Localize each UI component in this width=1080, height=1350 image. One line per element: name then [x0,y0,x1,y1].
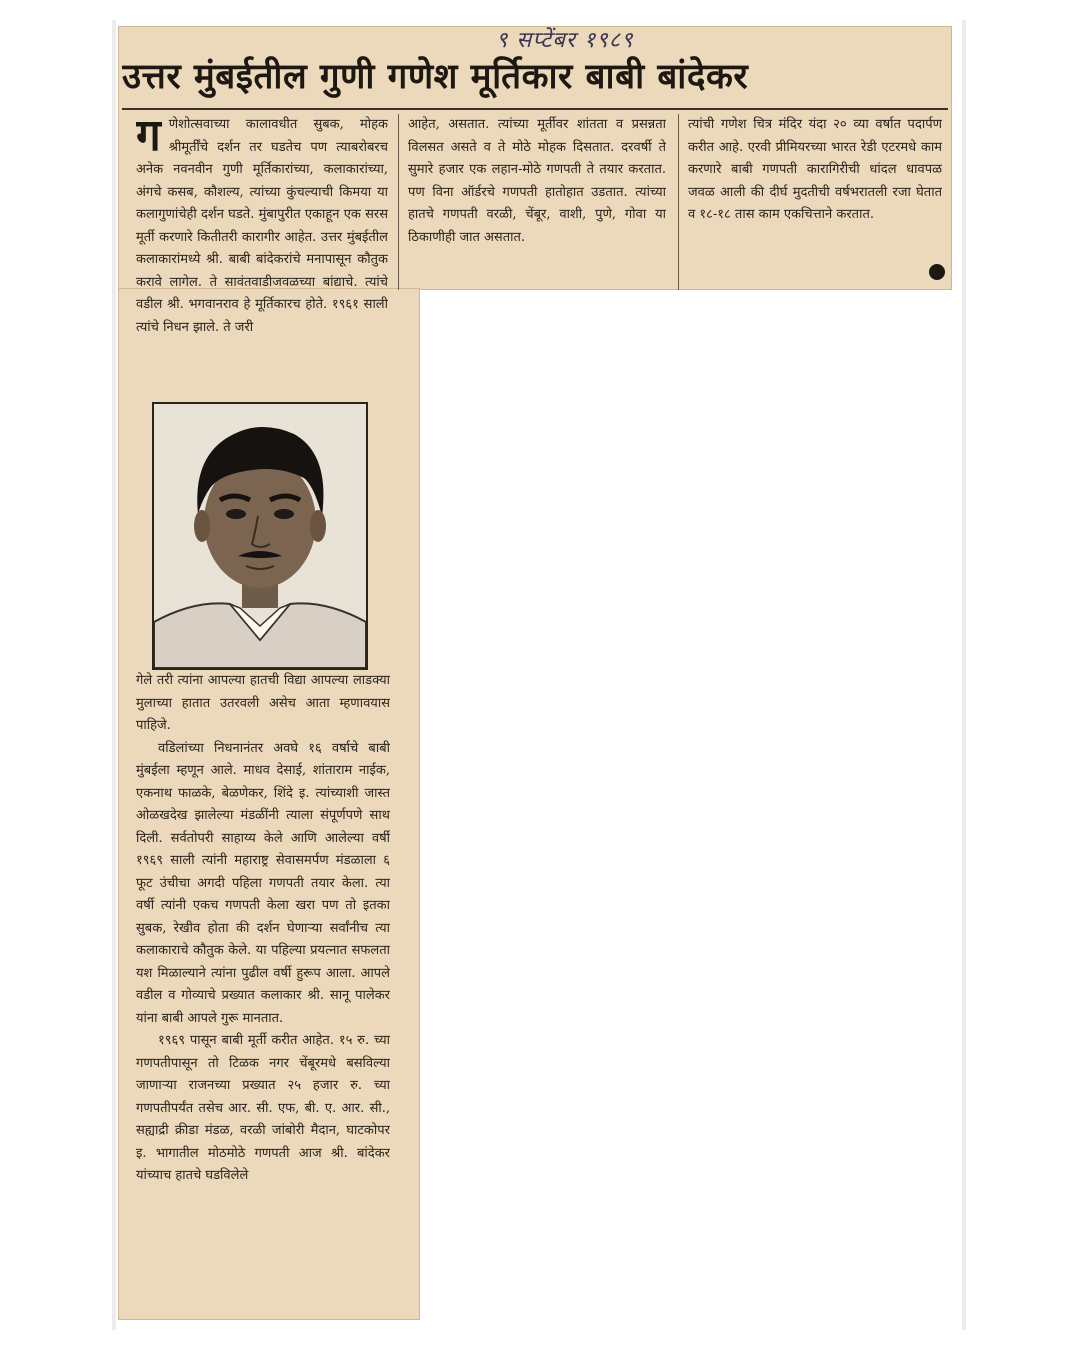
paragraph-early-career: वडिलांच्या निधनानंतर अवघे १६ वर्षाचे बाबी मुंबईला म्हणून आले. माधव देसाई, शांताराम नाईक, एकनाथ फाळके, बेळणेकर, शिंदे इ. त्यांच्याशी जास्त ओळखदेख झालेल्या मंडळींनी त्याला संपूर्णपणे साथ दिली. सर्वतोपरी साहाय्य केले आणि आलेल्या वर्षी १९६९ साली त्यांनी महाराष्ट्र सेवासमर्पण मंडळाला ६ फूट उंचीचा अगदी पहिला गणपती तयार केला. त्या वर्षी त्यांनी एकच गणपती केला खरा पण तो इतका सुबक, रेखीव होता की दर्शन घेणाऱ्या सर्वांनीच त्या कलाकाराचे कौतुक केले. या पहिल्या प्रयत्नात सफलता यश मिळाल्याने त्यांना पुढील वर्षी हुरूप आला. आपले वडील व गोव्याचे प्रख्यात कलाकार श्री. सानू पालेकर यांना बाबी आपले गुरू मानतात. [136,740,390,1026]
end-dot-icon [929,264,945,280]
portrait-photo-drawing [154,404,366,668]
paragraph-intro: णेशोत्सवाच्या कालावधीत सुबक, मोहक श्रीमूर्तींचे दर्शन तर घडतेच पण त्याबरोबरच अनेक नवनवीन गुणी मूर्तिकारांच्या, कलाकारांच्या, अंगचे कसब, कौशल्य, त्यांच्या कुंचल्याची किमया या कलागुणांचेही दर्शन घडते. मुंबापुरीत एकाहून एक सरस मूर्ती करणारे कितीतरी कारागीर आहेत. उत्तर मुंबईतील कलाकारांमध्ये श्री. बाबी बांदेकरांचे मनापासून कौतुक करावे लागेल. ते सावंतवाडीजवळच्या बांद्याचे. त्यांचे वडील श्री. भगवानराव हे मूर्तिकारच होते. १९६१ साली त्यांचे निधन झाले. ते जरी [136,117,388,335]
column-divider-1 [398,114,399,290]
paragraph-col2: आहेत, असतात. त्यांच्या मूर्तीवर शांतता व प्रसन्नता विलसत असते व ते मोठे मोहक दिसतात. दरवर्षी ते सुमारे हजार एक लहान-मोठे गणपती ते तयार करतात. पण विना ऑर्डरचे गणपती हातोहात उडतात. त्यांच्या हातचे गणपती वरळी, चेंबूर, वाशी, पुणे, गोवा या ठिकाणीही जात असतात. [408,117,666,245]
article-column-2 [408,114,666,286]
article-column-1-top [136,114,388,398]
scan-edge-left [112,20,116,1330]
article-column-1-bottom [136,670,390,1316]
article-headline: उत्तर मुंबईतील गुणी गणेश मूर्तिकार बाबी बांदेकर [122,57,749,97]
drop-cap: ग [136,114,161,161]
column-divider-2 [678,114,679,290]
headline-underline [122,108,948,110]
paragraph-col3: त्यांची गणेश चित्र मंदिर यंदा २० व्या वर्षात पदार्पण करीत आहे. एरवी प्रीमियरच्या भारत रेडी एटरमधे काम करणारे बाबी गणपती कारागिरीची धांदल धावपळ जवळ आली की दीर्घ मुदतीची वर्षभरातली रजा घेतात व १८-१८ तास काम एकचित्ताने करतात. [688,117,942,222]
article-column-3 [688,114,942,264]
portrait-photo [152,402,368,670]
handwritten-date-note: ९ सप्टेंबर १९८९ [496,28,634,53]
paragraph-since-1969: १९६९ पासून बाबी मूर्ती करीत आहेत. १५ रु. च्या गणपतीपासून तो टिळक नगर चेंबूरमधे बसविल्या जाणाऱ्या राजनच्या प्रख्यात २५ हजार रु. च्या गणपतीपर्यंत तसेच आर. सी. एफ, बी. ए. आर. सी., सह्याद्री क्रीडा मंडळ, वरळी जांबोरी मैदान, घाटकोपर इ. भागातील मोठमोठे गणपती आज श्री. बांदेकर यांच्याच हातचे घडविलेले [136,1033,390,1183]
paragraph-legacy: गेले तरी त्यांना आपल्या हातची विद्या आपल्या लाडक्या मुलाच्या हातात उतरवली असेच आता म्हणावयास पाहिजे. [136,673,390,733]
scan-edge-right [962,20,966,1330]
